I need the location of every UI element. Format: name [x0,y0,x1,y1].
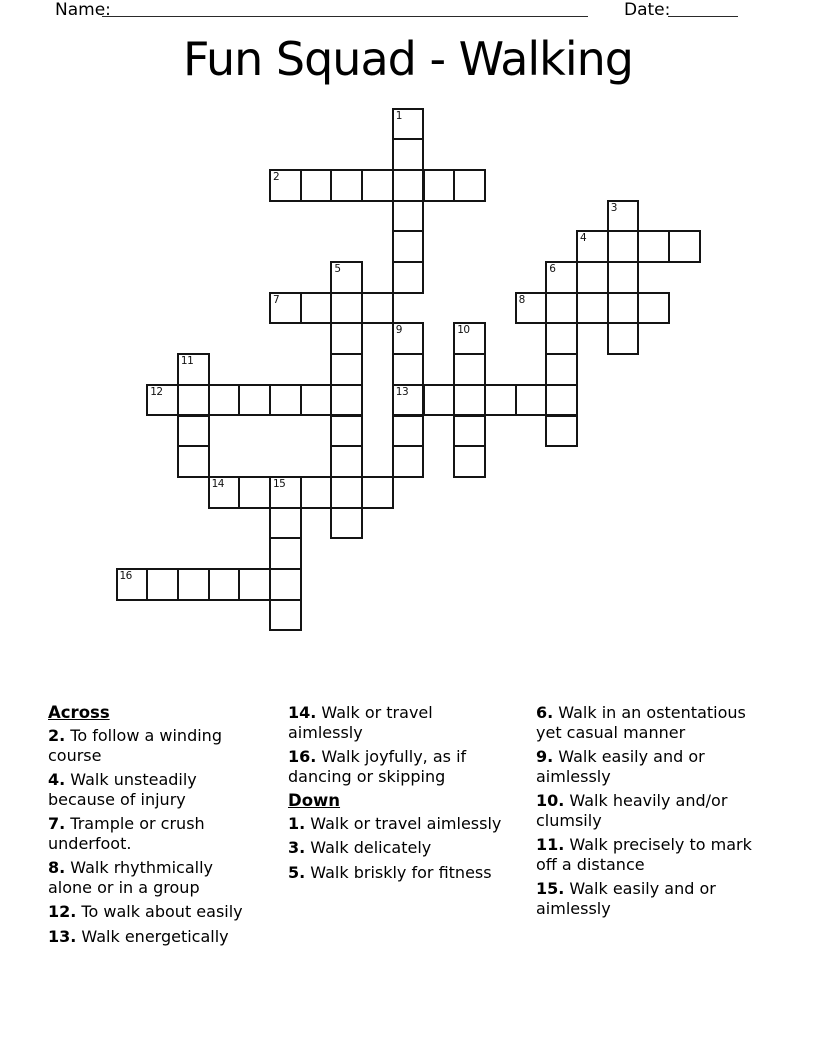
down-heading: Down [288,791,341,811]
clue-item [288,747,502,787]
grid-cell [607,200,640,233]
clue-text: Trample or crush underfoot. [48,814,205,853]
grid-cell [330,169,363,202]
grid-cell [300,476,333,509]
grid-cell [330,507,363,540]
grid-cell [607,230,640,263]
grid-cell [269,169,302,202]
clue-text: Walk unsteadily because of injury [48,770,197,809]
grid-cell [545,322,578,355]
grid-cell [453,384,486,417]
grid-cell [330,415,363,448]
grid-cell [392,169,425,202]
clues-column-2 [288,703,502,887]
crossword-grid [116,108,716,638]
clue-text: Walk or travel aimlessly [305,814,502,834]
grid-cell [392,384,425,417]
grid-cell [637,230,670,263]
clue-text: Walk rhythmically alone or in a group [48,858,214,898]
grid-cell [269,384,302,417]
grid-cell [453,169,486,202]
clue-text: Walk or travel aimlessly [288,703,433,742]
cell-number: 13 [395,385,409,398]
cell-number: 16 [119,570,132,582]
grid-cell [177,384,210,417]
clue-number: 3. [288,838,306,858]
cell-number: 15 [273,477,286,490]
grid-cell [392,138,425,171]
cell-number: 3 [610,201,617,214]
grid-cell [392,415,425,448]
grid-cell [300,292,333,325]
name-label: Name: [55,0,111,20]
grid-cell [269,599,302,632]
clue-number: 1. [288,814,306,834]
clue-number: 11. [536,835,565,855]
grid-cell [545,384,578,417]
grid-cell [423,384,456,417]
grid-cell [146,568,179,601]
grid-cell [545,415,578,448]
grid-cell [238,476,271,509]
cell-number: 6 [549,263,556,275]
grid-cell [177,353,210,386]
grid-cell [208,568,241,601]
grid-cell [269,507,302,540]
clue-item [536,835,754,875]
clue-item [48,814,252,854]
clue-item [536,791,754,831]
clue-number: 14. [288,703,317,722]
cell-number: 14 [211,477,224,490]
grid-cell [177,415,210,448]
clue-number: 4. [48,770,66,790]
grid-cell [453,445,486,478]
grid-cell [392,230,425,263]
grid-cell [177,445,210,478]
clue-number: 8. [48,858,66,878]
clue-text: Walk energetically [76,926,229,946]
grid-cell [453,353,486,386]
clue-text: Walk precisely to mark off a distance [536,835,752,875]
grid-cell [637,292,670,325]
grid-cell [330,384,363,417]
clue-number: 5. [288,862,306,882]
grid-cell [361,169,394,202]
grid-cell [576,230,609,263]
clue-text: To follow a winding course [48,726,222,765]
grid-cell [361,476,394,509]
grid-cell [330,261,363,294]
grid-cell [330,322,363,355]
grid-cell [484,384,517,417]
clue-text: Walk delicately [305,838,432,858]
cell-number: 10 [457,324,470,337]
clue-item [48,770,252,810]
date-write-line [668,16,738,17]
clue-number: 7. [48,814,66,834]
name-write-line [102,16,588,17]
grid-cell [238,384,271,417]
clue-item [48,902,252,922]
grid-cell [453,322,486,355]
grid-cell [269,292,302,325]
cell-number: 11 [180,355,194,368]
grid-cell [269,476,302,509]
clue-number: 10. [536,791,565,811]
grid-cell [116,568,149,601]
grid-cell [545,353,578,386]
clue-item [536,879,754,919]
date-label: Date: [624,0,671,20]
clue-item [48,858,252,898]
clue-number: 2. [48,726,66,745]
grid-cell [576,292,609,325]
grid-cell [545,292,578,325]
grid-cell [392,322,425,355]
clue-number: 15. [536,879,565,899]
across-heading: Across [48,703,110,722]
clue-text: Walk in an ostentatious yet casual manner [536,703,746,742]
clue-item [288,863,502,883]
clue-number: 9. [536,747,554,767]
clue-text: Walk joyfully, as if dancing or skipping [288,747,467,786]
grid-cell [238,568,271,601]
clue-item [48,927,252,947]
cell-number: 2 [273,170,280,183]
clue-number: 16. [288,747,317,767]
grid-cell [392,108,425,141]
grid-cell [208,384,241,417]
puzzle-title: Fun Squad - Walking [183,32,633,86]
clue-number: 13. [48,926,77,946]
clue-number: 12. [48,902,77,922]
clue-text: Walk briskly for fitness [305,862,492,882]
grid-cell [392,261,425,294]
grid-cell [607,292,640,325]
clue-text: Walk easily and or aimlessly [536,747,705,786]
cell-number: 9 [395,324,402,337]
grid-cell [515,384,548,417]
grid-cell [330,445,363,478]
clue-text: Walk easily and or aimlessly [536,879,716,919]
grid-cell [545,261,578,294]
grid-cell [392,200,425,233]
clues-column-3 [536,703,754,923]
grid-cell [208,476,241,509]
grid-cell [515,292,548,325]
clue-text: Walk heavily and/or clumsily [536,791,728,830]
grid-cell [453,415,486,448]
clue-item [288,838,502,858]
cell-number: 1 [395,109,402,122]
grid-cell [300,169,333,202]
clue-item [288,703,502,743]
cell-number: 5 [334,263,341,275]
grid-cell [392,445,425,478]
grid-cell [607,322,640,355]
grid-cell [668,230,701,263]
cell-number: 12 [150,385,163,398]
cell-number: 4 [580,232,587,245]
clue-item [48,726,252,766]
clue-number: 6. [536,703,554,722]
grid-cell [330,476,363,509]
clue-item [536,703,754,743]
cell-number: 8 [518,293,525,306]
clues-column-1 [48,703,252,951]
cell-number: 7 [273,293,280,306]
clue-text: To walk about easily [76,902,243,922]
grid-cell [607,261,640,294]
grid-cell [177,568,210,601]
clue-item [288,814,502,834]
clue-item [536,747,754,787]
grid-cell [392,353,425,386]
grid-cell [423,169,456,202]
grid-cell [330,292,363,325]
grid-cell [300,384,333,417]
grid-cell [330,353,363,386]
grid-cell [361,292,394,325]
grid-cell [269,568,302,601]
grid-cell [269,537,302,570]
grid-cell [146,384,179,417]
